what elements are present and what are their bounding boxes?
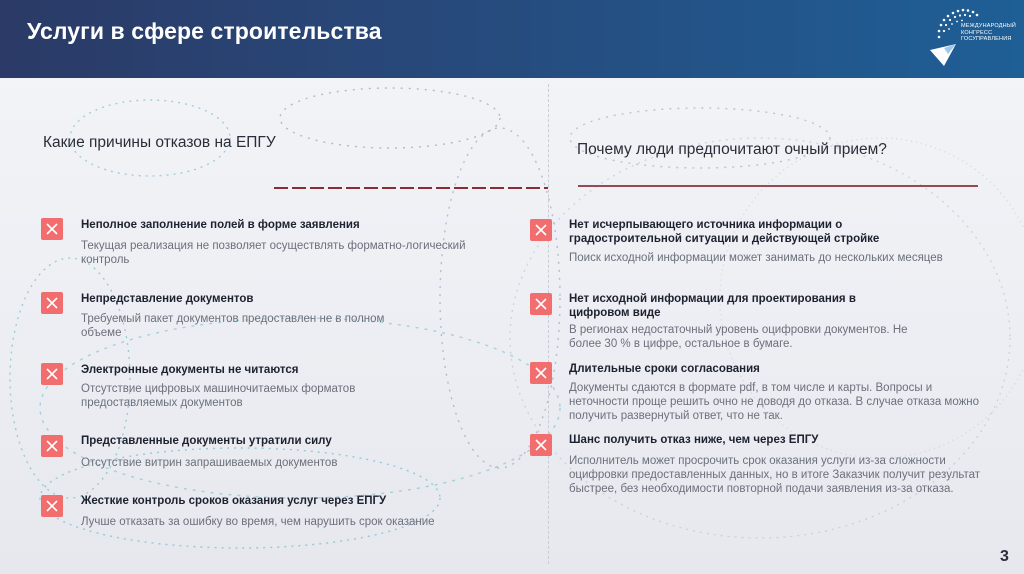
page-number: 3: [1000, 548, 1009, 565]
item-title: Неполное заполнение полей в форме заявления: [81, 219, 360, 231]
item-title: Длительные сроки согласования: [569, 363, 760, 375]
close-icon: [41, 435, 63, 457]
column-divider: [548, 84, 550, 564]
item-title: Нет исходной информации для проектирования в цифровом виде: [569, 293, 856, 319]
item-title: Жесткие контроль сроков оказания услуг через ЕПГУ: [81, 495, 387, 507]
item-description: Исполнитель может просрочить срок оказания услуги из-за сложности оцифровки предоставленных данных, но в итоге Заказчик получит результат быстрее, без необходимости повторной подачи заявления из-за отказа.: [569, 455, 981, 495]
close-icon: [41, 218, 63, 240]
item-title: Нет исчерпывающего источника информации о градостроительной ситуации и действующей стройке: [569, 219, 880, 245]
left-title-rule: [274, 187, 548, 189]
close-icon: [530, 434, 552, 456]
right-column-title: Почему люди предпочитают очный прием?: [577, 141, 887, 158]
left-column-title: Какие причины отказов на ЕПГУ: [43, 134, 276, 151]
item-title: Электронные документы не читаются: [81, 364, 299, 376]
item-description: Отсутствие витрин запрашиваемых документов: [81, 457, 338, 469]
close-icon: [530, 293, 552, 315]
close-icon: [41, 495, 63, 517]
item-title: Шанс получить отказ ниже, чем через ЕПГУ: [569, 434, 819, 446]
item-description: Требуемый пакет документов предоставлен не в полном объеме: [81, 313, 385, 339]
header-bar: [0, 0, 1024, 78]
close-icon: [41, 292, 63, 314]
close-icon: [41, 363, 63, 385]
close-icon: [530, 362, 552, 384]
item-description: Поиск исходной информации может занимать до нескольких месяцев: [569, 252, 943, 264]
page-title: Услуги в сфере строительства: [27, 18, 382, 44]
close-icon: [530, 219, 552, 241]
item-description: Документы сдаются в формате pdf, в том числе и карты. Вопросы и неточности проще решить очно не доводя до отказа. В случае отказа можно получить развернутый ответ, что не так.: [569, 382, 980, 422]
item-title: Представленные документы утратили силу: [81, 435, 332, 447]
right-title-rule: [578, 185, 978, 187]
item-description: Отсутствие цифровых машиночитаемых форматов предоставляемых документов: [81, 383, 356, 409]
item-description: Текущая реализация не позволяет осуществлять форматно-логический контроль: [81, 240, 466, 266]
logo-text: МЕЖДУНАРОДНЫЙ КОНГРЕСС ГОСУПРАВЛЕНИЯ: [961, 23, 1017, 42]
item-title: Непредставление документов: [81, 293, 254, 305]
item-description: Лучше отказать за ошибку во время, чем нарушить срок оказание: [81, 516, 435, 528]
item-description: В регионах недостаточный уровень оцифровки документов. Не более 30 % в цифре, остальное в бумаге.: [569, 324, 908, 350]
